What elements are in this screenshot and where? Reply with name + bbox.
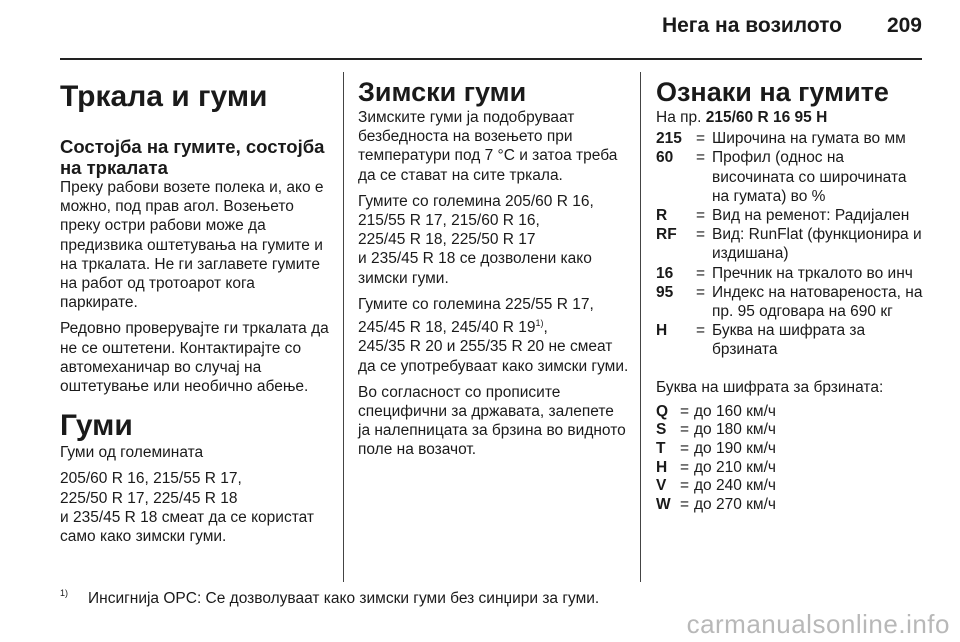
paragraph: [60, 469, 332, 546]
definition-value: до 210 км/ч: [694, 458, 776, 476]
definition-value: до 240 км/ч: [694, 477, 776, 495]
definition-equals: =: [680, 440, 690, 458]
definition-key: Q: [656, 402, 669, 420]
subsection-title-condition: Состојба на гумите, состојба на тркалата: [60, 136, 325, 178]
example-code: 215/60 R 16 95 H: [705, 109, 828, 126]
footnote-mark: 1): [60, 588, 69, 598]
definition-equals: =: [696, 207, 706, 225]
definition-value: Профил (однос на височината со широчината на гумата) во %: [712, 149, 907, 205]
definition-key: R: [656, 207, 668, 225]
definition-row: [656, 225, 926, 263]
example-line: [656, 108, 926, 127]
definition-equals: =: [696, 226, 706, 244]
example-prefix: На пр.: [656, 109, 702, 126]
definition-value: до 160 км/ч: [694, 402, 776, 420]
column-3: [656, 70, 926, 514]
definition-row: [656, 206, 926, 225]
paragraph: Во согласност со прописите специфични за државата, залепете ја налепницата за брзина во видното поле на возачот.: [358, 383, 626, 459]
definition-list: [656, 129, 926, 359]
speed-row: [656, 477, 926, 496]
definition-key: H: [656, 322, 668, 340]
definition-value: Вид на ременот: Радијален: [712, 207, 910, 225]
definition-row: [656, 148, 926, 206]
definition-key: W: [656, 495, 671, 513]
definition-row: [656, 321, 926, 359]
definition-equals: =: [680, 458, 690, 476]
paragraph: Редовно проверувајте ги тркалата да не се оштетени. Контактирајте со автомеханичар во случај на оштетување или необично абење.: [60, 320, 329, 396]
paragraph: Зимските гуми ја подобруваат безбедноста на возењето при температури под 7 °C и затоа треба да се стават на сите тркала.: [358, 109, 618, 184]
text-line: 205/60 R 16, 215/55 R 17,: [60, 470, 242, 488]
text-line: 215/55 R 17, 215/60 R 16,: [358, 212, 540, 230]
definition-key: 16: [656, 264, 674, 282]
speed-list: [656, 403, 926, 515]
definition-key: 215: [656, 130, 682, 148]
paragraph: Преку рабови возете полека и, ако е можно, под прав агол. Возењето преку остри рабови може да предизвика оштетувања на гумите и на тркалата. Не ги заглавете гумите на работ од тротоарот кога паркирате.: [60, 179, 324, 312]
text-line: 225/45 R 18, 225/50 R 17: [358, 231, 536, 249]
text-line: и 235/45 R 18 се дозволени како зимски гуми.: [358, 250, 592, 287]
definition-key: RF: [656, 226, 677, 244]
definition-key: 95: [656, 283, 674, 301]
definition-equals: =: [680, 495, 690, 513]
definition-row: [656, 283, 926, 321]
column-divider: [640, 72, 641, 582]
speed-row: [656, 459, 926, 478]
paragraph: [358, 295, 630, 376]
definition-equals: =: [680, 421, 690, 439]
footnote-text: Инсигнија OPC: Се дозволуваат како зимски гуми без синџири за гуми.: [88, 590, 600, 607]
section-title-tyres: Гуми: [60, 409, 133, 443]
definition-key: 60: [656, 149, 674, 167]
definition-equals: =: [696, 264, 706, 282]
text-line: Гумите со големина 225/55 R 17,: [358, 295, 594, 313]
definition-equals: =: [696, 149, 706, 167]
speed-row: [656, 496, 926, 515]
definition-equals: =: [696, 283, 706, 301]
column-divider: [343, 72, 344, 582]
text-span: 245/45 R 18, 245/40 R 19: [358, 319, 536, 337]
section-title-winter-tyres: Зимски гуми: [358, 77, 527, 107]
definition-equals: =: [680, 477, 690, 495]
footnote: [60, 590, 599, 608]
definition-value: до 190 км/ч: [694, 440, 776, 458]
text-line: 225/50 R 17, 225/45 R 18: [60, 489, 238, 507]
header-rule: [60, 58, 922, 60]
definition-value: Индекс на натовареноста, на пр. 95 одговара на 690 кг: [712, 283, 923, 321]
column-1: [60, 70, 332, 546]
definition-equals: =: [696, 130, 706, 148]
definition-key: H: [656, 458, 668, 476]
definition-value: Пречник на тркалото во инч: [712, 264, 913, 282]
definition-value: Вид: RunFlat (функционира и издишана): [712, 226, 922, 263]
text-line: [358, 314, 630, 337]
paragraph: Гуми од големината: [60, 444, 204, 462]
definition-equals: =: [696, 322, 706, 340]
speed-row: [656, 403, 926, 422]
section-title-tyre-markings: Ознаки на гумите: [656, 77, 889, 107]
speed-row: [656, 421, 926, 440]
definition-key: V: [656, 477, 667, 495]
definition-key: S: [656, 421, 667, 439]
page-number: 209: [886, 14, 922, 37]
definition-row: [656, 129, 926, 148]
speed-row: [656, 440, 926, 459]
section-title-wheels-tyres: Тркала и гуми: [60, 80, 268, 113]
definition-row: [656, 264, 926, 283]
text-line: и 235/45 R 18 смеат да се користат само како зимски гуми.: [60, 508, 314, 546]
definition-value: Широчина на гумата во мм: [712, 130, 906, 148]
text-span: ,: [543, 319, 548, 337]
speed-intro: Буква на шифрата за брзината:: [656, 378, 884, 396]
definition-value: до 180 км/ч: [694, 421, 776, 439]
text-line: Гумите со големина 205/60 R 16,: [358, 192, 594, 210]
watermark: carmanualsonline.info: [686, 609, 950, 639]
running-head-title: Нега на возилото: [661, 14, 842, 37]
definition-value: Буква на шифрата за брзината: [712, 322, 866, 359]
text-line: 245/35 R 20 и 255/35 R 20 не смеат да се употребуваат како зимски гуми.: [358, 338, 629, 375]
column-2: [358, 70, 630, 460]
footnote-reference: 1): [535, 318, 544, 329]
definition-key: T: [656, 440, 666, 458]
definition-value: до 270 км/ч: [694, 495, 776, 513]
definition-equals: =: [680, 402, 690, 420]
paragraph: [358, 192, 630, 288]
page-header: [60, 14, 922, 48]
